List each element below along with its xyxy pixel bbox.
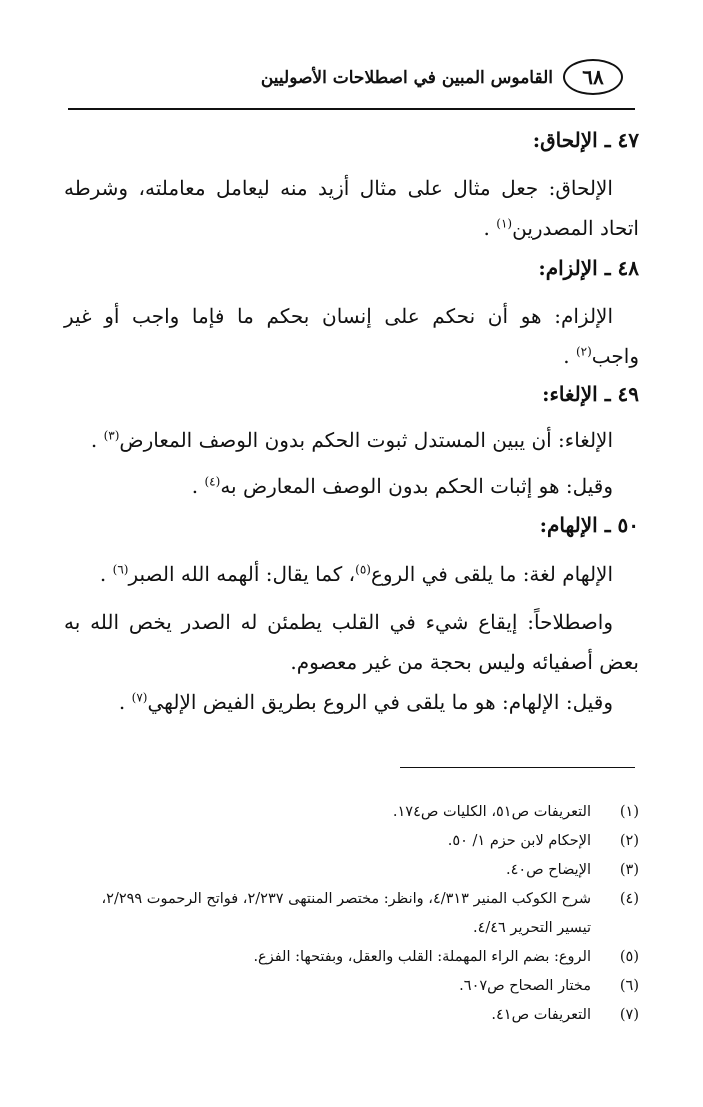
footnote-ref: (٧) [131,690,148,705]
entry-50-technical [64,602,639,682]
entry-heading-49: ٤٩ ـ الإلغاء: [542,382,639,406]
paragraph-end: . [290,650,297,674]
footnote-number: (٧) [619,1007,639,1023]
paragraph-text: الإلهام لغة: ما يلقى في الروع [370,562,613,586]
footnote-ref: (١) [496,216,513,231]
entry-heading-48: ٤٨ ـ الإلزام: [538,256,639,280]
footnote-ref: (٥) [355,562,371,577]
paragraph-text-cont: ، كما يقال: ألهمه الله الصبر [128,562,356,586]
entry-47-definition [64,168,639,248]
entry-49-alt-definition [64,466,639,506]
footnote-7 [64,1001,639,1030]
footnote-separator [400,767,635,768]
paragraph-text: وقيل: الإلهام: هو ما يلقى في الروع بطريق الفيض الإلهي [147,690,613,714]
footnote-text: شرح الكوكب المنير ٤/٣١٣، وانظر: مختصر المنتهى ٢/٢٣٧، فواتح الرحموت ٢/٢٩٩، تيسير التحرير ٤/٤٦. [101,891,591,936]
footnote-text: الإحكام لابن حزم ١/ ٥٠. [447,833,591,849]
page-number: ٦٨ [563,59,623,95]
footnote-1 [64,798,639,827]
footnote-2 [64,827,639,856]
footnote-ref: (٦) [112,562,129,577]
paragraph-end: . [90,428,98,452]
paragraph-text: واصطلاحاً: إيقاع شيء في القلب يطمئن له الصدر يخص الله به بعض أصفيائه وليس بحجة من غير معصوم [64,610,639,674]
footnote-ref: (٢) [575,344,592,359]
paragraph-end: . [99,562,107,586]
footnote-ref: (٣) [103,428,120,443]
paragraph-end: . [191,474,199,498]
footnote-text: مختار الصحاح ص٦٠٧. [459,978,591,994]
footnote-text: الإيضاح ص٤٠. [505,862,591,878]
paragraph-end: . [118,690,126,714]
footnotes [64,798,639,1030]
footnote-number: (٤) [619,891,639,907]
footnote-3 [64,856,639,885]
running-head: القاموس المبين في اصطلاحات الأصوليين [260,68,553,88]
paragraph-end: . [483,216,490,240]
footnote-4 [64,885,639,943]
entry-50-alt-definition [64,682,639,722]
paragraph-end: . [563,344,570,368]
footnote-number: (٢) [619,833,639,849]
footnote-number: (٣) [619,862,639,878]
footnote-5 [64,943,639,972]
entry-49-definition [64,420,639,460]
footnote-text: الروع: بضم الراء المهملة: القلب والعقل، وبفتحها: الفزع. [253,949,591,965]
entry-heading-50: ٥٠ ـ الإلهام: [539,513,639,537]
paragraph-text: الإلزام: هو أن نحكم على إنسان بحكم ما فإما واجب أو غير واجب [64,304,639,368]
footnote-ref: (٤) [204,474,221,489]
header-rule [68,108,635,110]
footnote-number: (٦) [619,978,639,994]
entry-50-lexical [64,554,639,594]
entry-heading-47: ٤٧ ـ الإلحاق: [532,128,639,152]
paragraph-text: وقيل: هو إثبات الحكم بدون الوصف المعارض به [220,474,613,498]
paragraph-text: الإلغاء: أن يبين المستدل ثبوت الحكم بدون الوصف المعارض [119,428,613,452]
footnote-text: التعريفات ص٤١. [491,1007,591,1023]
footnote-6 [64,972,639,1001]
footnote-number: (٥) [619,949,639,965]
footnote-number: (١) [619,804,639,820]
paragraph-text: الإلحاق: جعل مثال على مثال أزيد منه ليعامل معاملته، وشرطه اتحاد المصدرين [64,176,639,240]
footnote-text: التعريفات ص٥١، الكليات ص١٧٤. [392,804,591,820]
entry-48-definition [64,296,639,376]
